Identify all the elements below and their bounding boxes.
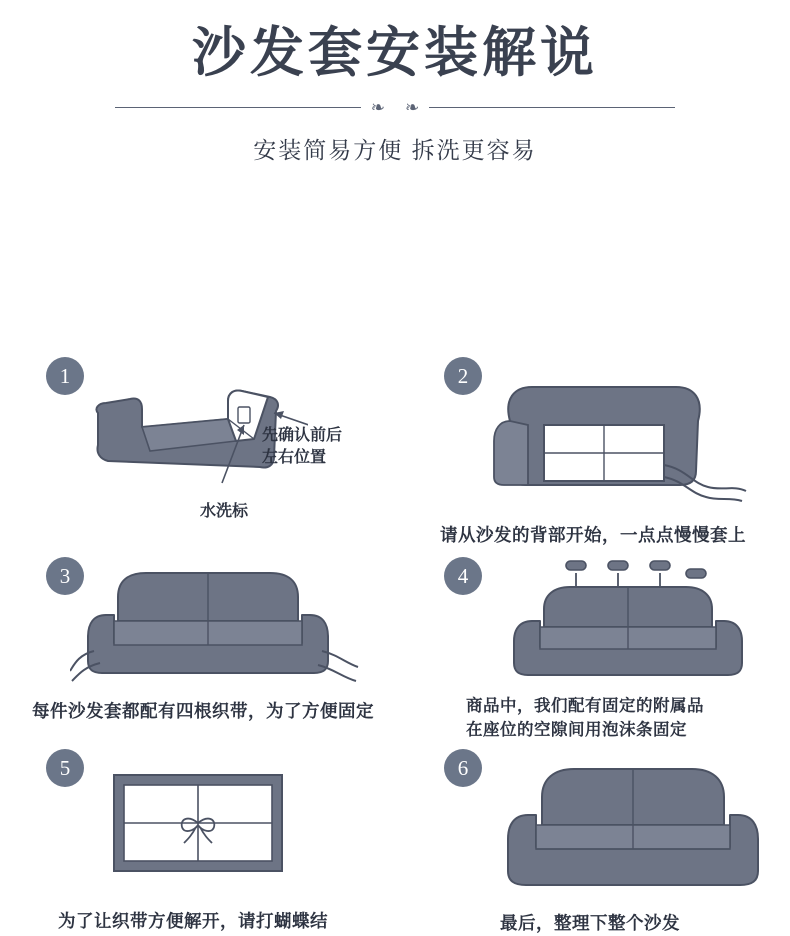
step-5-badge: 5: [46, 749, 84, 787]
step-5-caption: 为了让织带方便解开，请打蝴蝶结: [58, 911, 328, 932]
step-4: [444, 557, 482, 595]
step-4-caption-line1: 商品中，我们配有固定的附属品: [466, 697, 704, 716]
page-title: 沙发套安装解说: [192, 23, 598, 83]
step-1-annotation-wash-label: 水洗标: [200, 503, 249, 521]
step-5-illustration: [110, 771, 290, 881]
step-6-badge: 6: [444, 749, 482, 787]
step-4-illustration: [500, 547, 770, 687]
step-4-caption-line2: 在座位的空隙间用泡沫条固定: [466, 721, 687, 740]
step-3-illustration: [70, 559, 370, 689]
step-1-annotation-position-line1: 先确认前后: [262, 427, 343, 445]
step-6: [444, 749, 482, 787]
flourish-left-icon: ❧: [370, 97, 385, 117]
step-5: [46, 749, 84, 787]
step-3-caption: 每件沙发套都配有四根织带，为了方便固定: [32, 701, 374, 722]
flourish-right-icon: ❧: [405, 97, 420, 117]
ornamental-divider: [115, 96, 675, 118]
step-4-badge: 4: [444, 557, 482, 595]
step-1-annotation-position-line2: 左右位置: [262, 449, 327, 467]
step-2-caption: 请从沙发的背部开始，一点点慢慢套上: [440, 525, 746, 546]
step-2-illustration: [486, 365, 776, 505]
step-1-badge: 1: [46, 357, 84, 395]
step-4-caption: [466, 695, 782, 743]
step-1-annotation-position: [262, 425, 342, 470]
step-2-badge: 2: [444, 357, 482, 395]
header: [0, 0, 790, 165]
step-6-illustration: [496, 753, 776, 893]
divider-line-left: [115, 107, 361, 108]
step-2: [444, 357, 482, 395]
page-subtitle: 安装简易方便 拆洗更容易: [253, 137, 537, 164]
step-6-caption: 最后，整理下整个沙发: [500, 913, 680, 934]
divider-line-right: [429, 107, 675, 108]
step-3-badge: 3: [46, 557, 84, 595]
